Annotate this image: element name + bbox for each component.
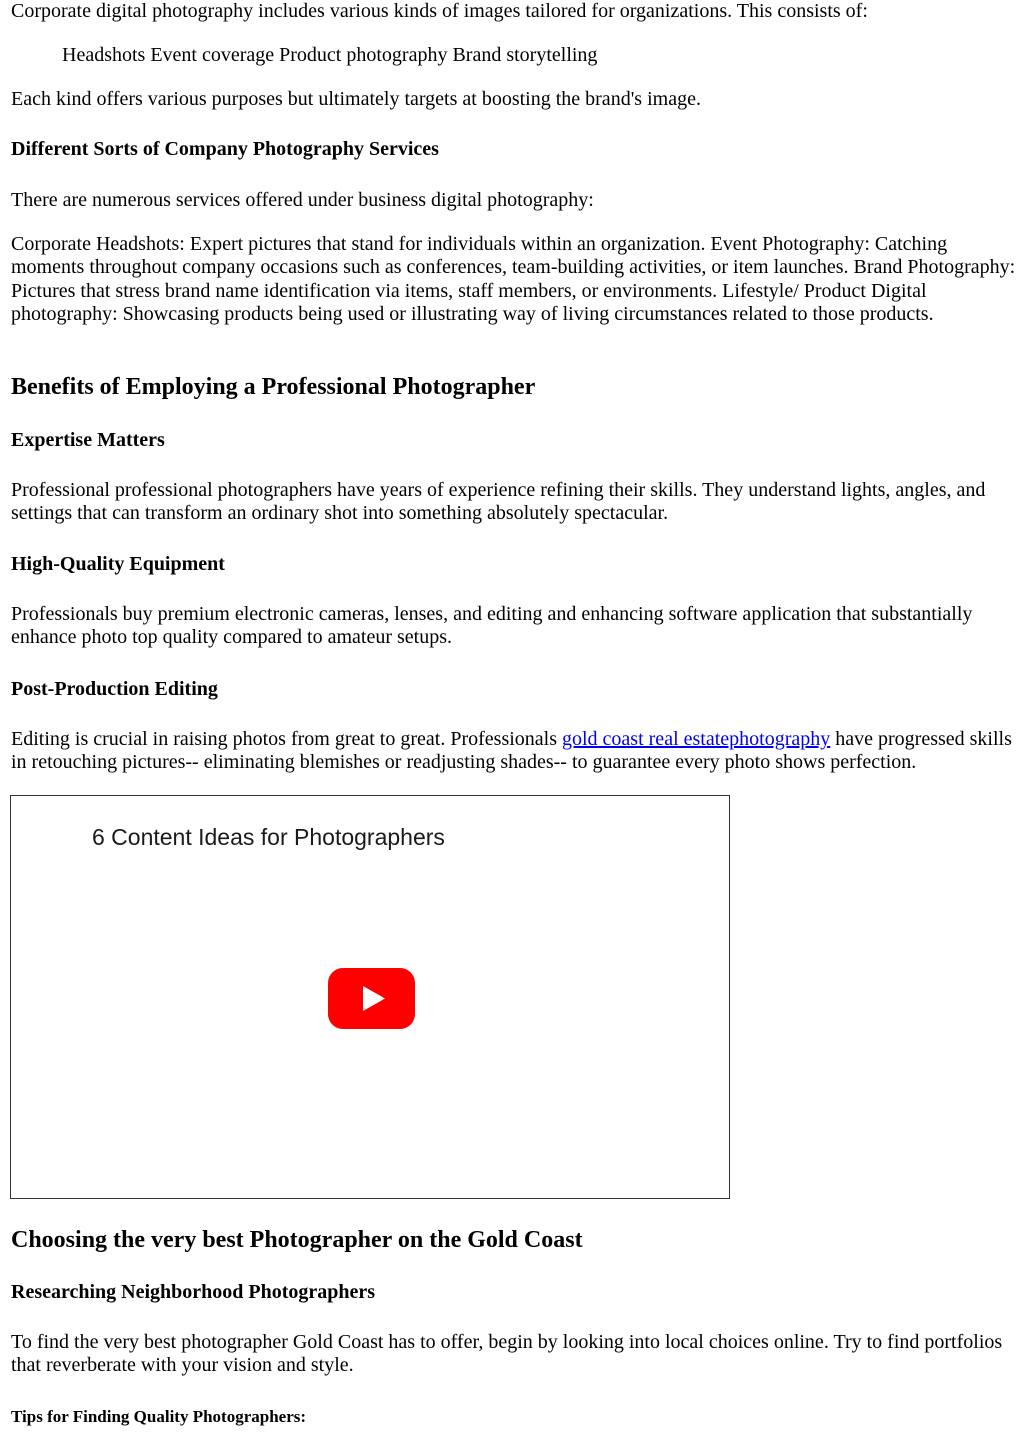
video-title[interactable]: 6 Content Ideas for Photographers: [92, 824, 445, 850]
intro-summary: Each kind offers various purposes but ultimately targets at boosting the brand's image.: [11, 88, 701, 110]
editing-body: [11, 728, 1016, 775]
editing-body-start: Editing is crucial in raising photos from great to great. Professionals: [11, 728, 562, 750]
tips-heading: Tips for Finding Quality Photographers:: [11, 1407, 307, 1426]
video-embed[interactable]: [10, 795, 730, 1199]
benefits-heading: Benefits of Employing a Professional Photographer: [11, 374, 536, 400]
choosing-heading: Choosing the very best Photographer on the Gold Coast: [11, 1227, 583, 1253]
editing-heading: Post-Production Editing: [11, 678, 218, 700]
expertise-body: Professional professional photographers have years of experience refining their skills. They understand lights, angles, and settings that can transform an ordinary shot into something absolutely spectacular.: [11, 479, 986, 525]
equipment-body: Professionals buy premium electronic cameras, lenses, and editing and enhancing software application that substantially enhance photo top quality compared to amateur setups.: [11, 603, 973, 649]
services-heading: Different Sorts of Company Photography Services: [11, 138, 439, 160]
services-intro: There are numerous services offered under business digital photography:: [11, 189, 594, 211]
gold-coast-photography-link[interactable]: gold coast real estatephotography: [562, 728, 831, 750]
photo-types-list: Headshots Event coverage Product photography Brand storytelling: [62, 44, 598, 66]
youtube-play-icon[interactable]: [328, 968, 415, 1029]
research-heading: Researching Neighborhood Photographers: [11, 1281, 376, 1303]
editing-body-end: have progressed skills in retouching pictures-- eliminating blemishes or readjusting shades-- to guarantee every photo shows perfection.: [11, 728, 1012, 774]
research-body: To find the very best photographer Gold Coast has to offer, begin by looking into local choices online. Try to find portfolios that reverberate with your vision and style.: [11, 1331, 1003, 1377]
equipment-heading: High-Quality Equipment: [11, 553, 225, 575]
services-body: Corporate Headshots: Expert pictures that stand for individuals within an organization. Event Photography: Catching moments throughout company occasions such as conferences, team-building activities, or item launches. Brand Photography: Pictures that stress brand name identification via items, staff members, or environments. Lifestyle/ Product Digital photography: Showcasing products being used or illustrating way of living circumstances related to those products.: [11, 233, 1016, 326]
expertise-heading: Expertise Matters: [11, 429, 165, 451]
intro-paragraph: Corporate digital photography includes various kinds of images tailored for organizations. This consists of:: [11, 0, 868, 22]
